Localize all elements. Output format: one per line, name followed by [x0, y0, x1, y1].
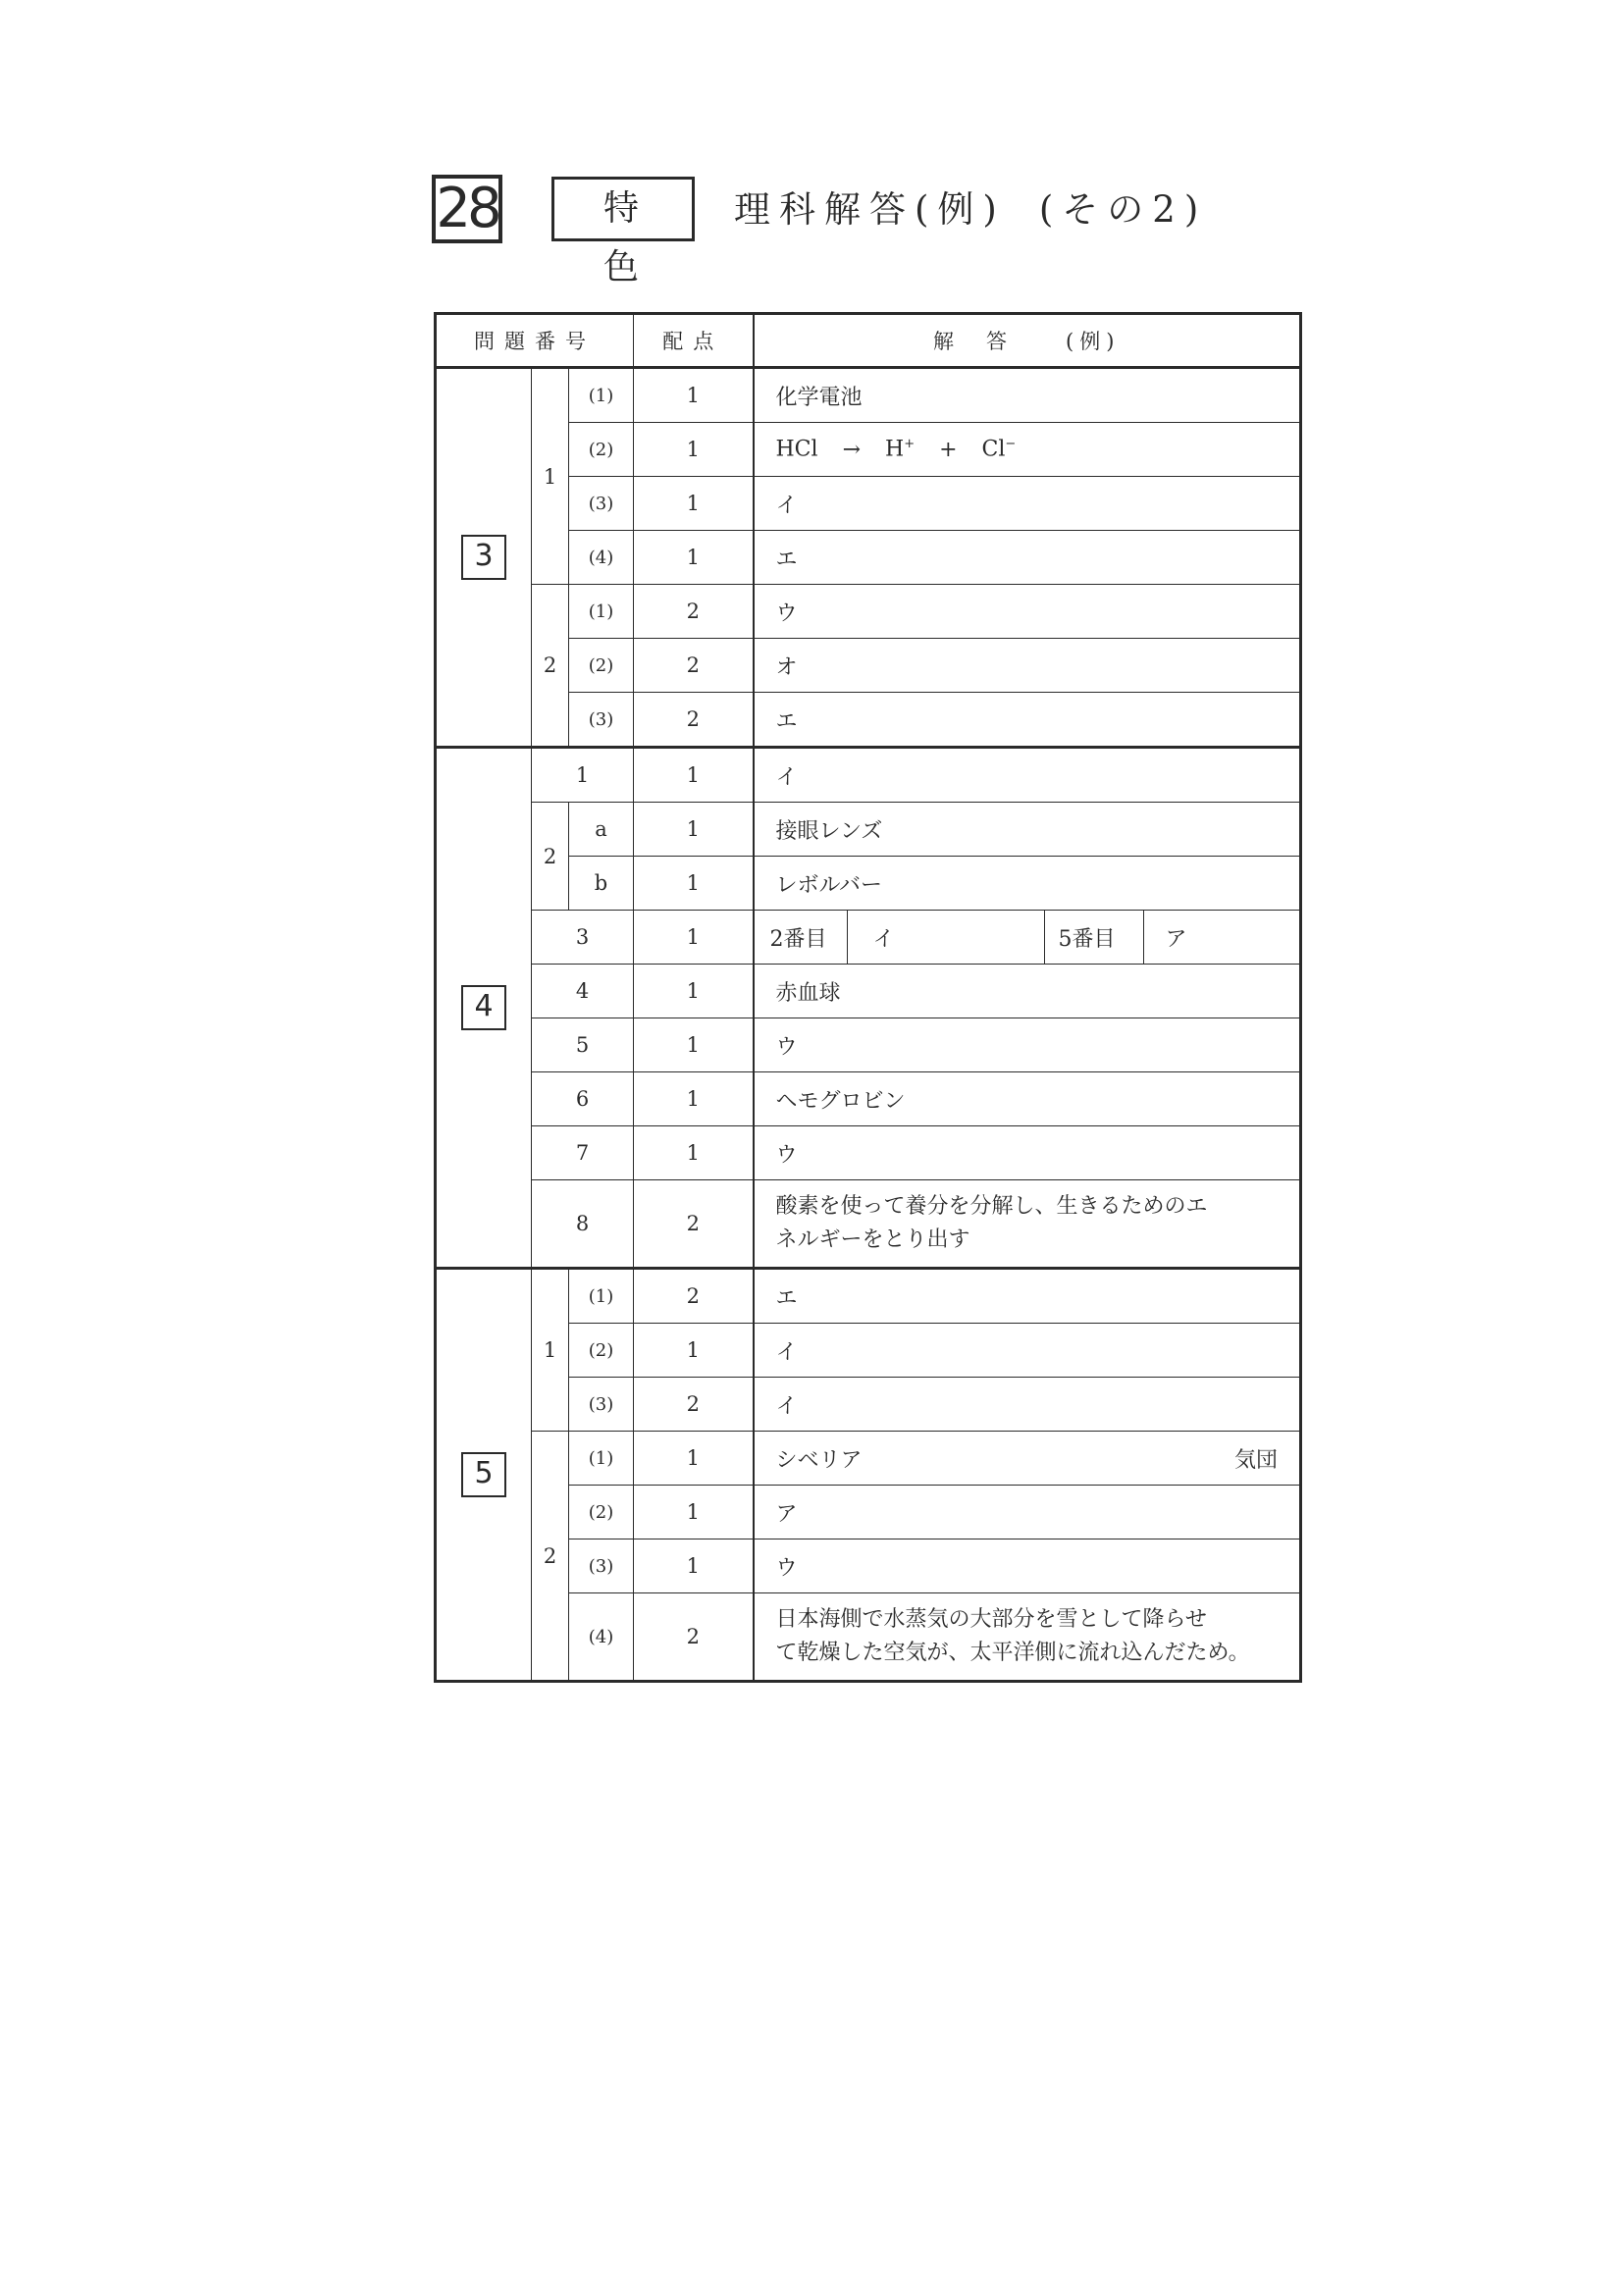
- table-row: [436, 911, 1301, 965]
- sub-number: (4): [569, 531, 634, 585]
- table-row: [436, 1432, 1301, 1486]
- table-row: [436, 1269, 1301, 1324]
- question-number: 3: [532, 911, 634, 965]
- eq-arrow: →: [842, 437, 861, 462]
- answer-cell: エ: [754, 1269, 1301, 1324]
- answer-cell: [754, 1432, 1301, 1486]
- page-number-box: 28: [432, 175, 502, 243]
- answer-cell-multiline: [754, 1180, 1301, 1269]
- answer-cell: 赤血球: [754, 965, 1301, 1018]
- answer-cell: ウ: [754, 1539, 1301, 1593]
- air-mass-name: シベリア: [775, 1447, 863, 1473]
- score-cell: 1: [634, 1018, 754, 1072]
- order-value-2nd: イ: [848, 911, 1045, 964]
- eq-chloride: Cl: [981, 437, 1006, 462]
- sub-number: (1): [569, 585, 634, 639]
- answer-cell-multiline: [754, 1593, 1301, 1682]
- score-cell: 1: [634, 965, 754, 1018]
- sub-number: (2): [569, 423, 634, 477]
- answer-cell: オ: [754, 639, 1301, 693]
- score-cell: 1: [634, 1539, 754, 1593]
- sub-number: (1): [569, 1269, 634, 1324]
- group-label: 2: [532, 585, 569, 748]
- question-number: 8: [532, 1180, 634, 1269]
- page-header: [0, 0, 1623, 294]
- eq-hydrogen-charge: +: [904, 437, 916, 452]
- table-row: [436, 1018, 1301, 1072]
- table-row: [436, 965, 1301, 1018]
- answer-cell-equation: [754, 423, 1301, 477]
- title-sub: (その2): [1038, 188, 1208, 231]
- score-cell: 1: [634, 1486, 754, 1539]
- question-number: 4: [532, 965, 634, 1018]
- answer-cell: エ: [754, 693, 1301, 748]
- answer-cell: ウ: [754, 585, 1301, 639]
- order-value-5th: ア: [1165, 926, 1187, 952]
- score-cell: 2: [634, 639, 754, 693]
- eq-plus: +: [939, 437, 958, 462]
- sub-number: (4): [569, 1593, 634, 1682]
- question-number: 5: [532, 1018, 634, 1072]
- answer-cell: ヘモグロビン: [754, 1072, 1301, 1126]
- answer-cell: エ: [754, 531, 1301, 585]
- answer-line-2: ネルギーをとり出す: [775, 1227, 970, 1252]
- table-row: [436, 748, 1301, 803]
- eq-hydrogen: H: [885, 437, 905, 462]
- sub-number: (3): [569, 1539, 634, 1593]
- answer-cell: イ: [754, 1378, 1301, 1432]
- tokushoku-tag: 特色: [551, 177, 695, 241]
- answer-cell: 化学電池: [754, 368, 1301, 423]
- answer-cell: レボルバー: [754, 857, 1301, 911]
- group-label: 1: [532, 1269, 569, 1432]
- answer-line-1: 日本海側で水蒸気の大部分を雪として降らせ: [775, 1607, 1207, 1632]
- order-label-5th: 5番目: [1045, 911, 1144, 964]
- section-4-label: [436, 748, 532, 1269]
- answer-cell: イ: [754, 1324, 1301, 1378]
- score-cell: 1: [634, 1324, 754, 1378]
- score-cell: 1: [634, 423, 754, 477]
- score-cell: 1: [634, 803, 754, 857]
- title-main: 理科解答(例): [734, 188, 1006, 231]
- sub-number: (1): [569, 368, 634, 423]
- table-row: [436, 1126, 1301, 1180]
- answer-cell: ア: [754, 1486, 1301, 1539]
- sub-number: (1): [569, 1432, 634, 1486]
- score-cell: 1: [634, 911, 754, 965]
- answer-cell: ウ: [754, 1126, 1301, 1180]
- answer-table: [434, 312, 1302, 1683]
- sub-number: (2): [569, 639, 634, 693]
- score-cell: 2: [634, 585, 754, 639]
- table-row: [436, 1180, 1301, 1269]
- eq-reactant: HCl: [775, 437, 818, 462]
- answer-cell: 接眼レンズ: [754, 803, 1301, 857]
- answer-cell-split: [754, 911, 1301, 965]
- score-cell: 1: [634, 748, 754, 803]
- score-cell: 2: [634, 1378, 754, 1432]
- score-cell: 2: [634, 1180, 754, 1269]
- table-row: [436, 803, 1301, 857]
- order-answer: [755, 911, 1300, 964]
- score-cell: 2: [634, 693, 754, 748]
- score-cell: 1: [634, 857, 754, 911]
- score-cell: 1: [634, 477, 754, 531]
- section-5-box: 5: [461, 1452, 506, 1497]
- score-cell: 1: [634, 1432, 754, 1486]
- question-number: 2: [532, 803, 569, 911]
- question-number: 7: [532, 1126, 634, 1180]
- table-row: [436, 368, 1301, 423]
- score-cell: 1: [634, 531, 754, 585]
- score-cell: 1: [634, 368, 754, 423]
- answer-line-2: て乾燥した空気が、太平洋側に流れ込んだため。: [775, 1641, 1250, 1665]
- sub-number: (2): [569, 1324, 634, 1378]
- score-cell: 1: [634, 1126, 754, 1180]
- header-score: 配点: [634, 314, 754, 368]
- question-number: 1: [532, 748, 634, 803]
- score-cell: 2: [634, 1269, 754, 1324]
- answer-cell: ウ: [754, 1018, 1301, 1072]
- section-3-box: 3: [461, 535, 506, 580]
- header-answer: 解 答 (例): [754, 314, 1301, 368]
- air-mass-suffix: 気団: [1233, 1447, 1278, 1473]
- section-4-box: 4: [461, 985, 506, 1030]
- table-row: [436, 1072, 1301, 1126]
- sub-letter: b: [569, 857, 634, 911]
- sub-number: (2): [569, 1486, 634, 1539]
- header-question-no: 問題番号: [436, 314, 634, 368]
- question-number: 6: [532, 1072, 634, 1126]
- sub-number: (3): [569, 1378, 634, 1432]
- eq-chloride-charge: −: [1005, 437, 1017, 452]
- score-cell: 1: [634, 1072, 754, 1126]
- order-label-2nd: 2番目: [755, 911, 848, 964]
- answer-line-1: 酸素を使って養分を分解し、生きるためのエ: [775, 1194, 1208, 1219]
- answer-cell: イ: [754, 477, 1301, 531]
- sub-number: (3): [569, 693, 634, 748]
- sub-number: (3): [569, 477, 634, 531]
- score-cell: 2: [634, 1593, 754, 1682]
- group-label: 2: [532, 1432, 569, 1682]
- section-3-label: [436, 368, 532, 748]
- table-header-row: [436, 314, 1301, 368]
- group-label: 1: [532, 368, 569, 585]
- page-title: [734, 183, 1207, 237]
- section-5-label: [436, 1269, 532, 1682]
- table-row: [436, 585, 1301, 639]
- sub-letter: a: [569, 803, 634, 857]
- air-mass-answer: [776, 1443, 1300, 1474]
- answer-cell: イ: [754, 748, 1301, 803]
